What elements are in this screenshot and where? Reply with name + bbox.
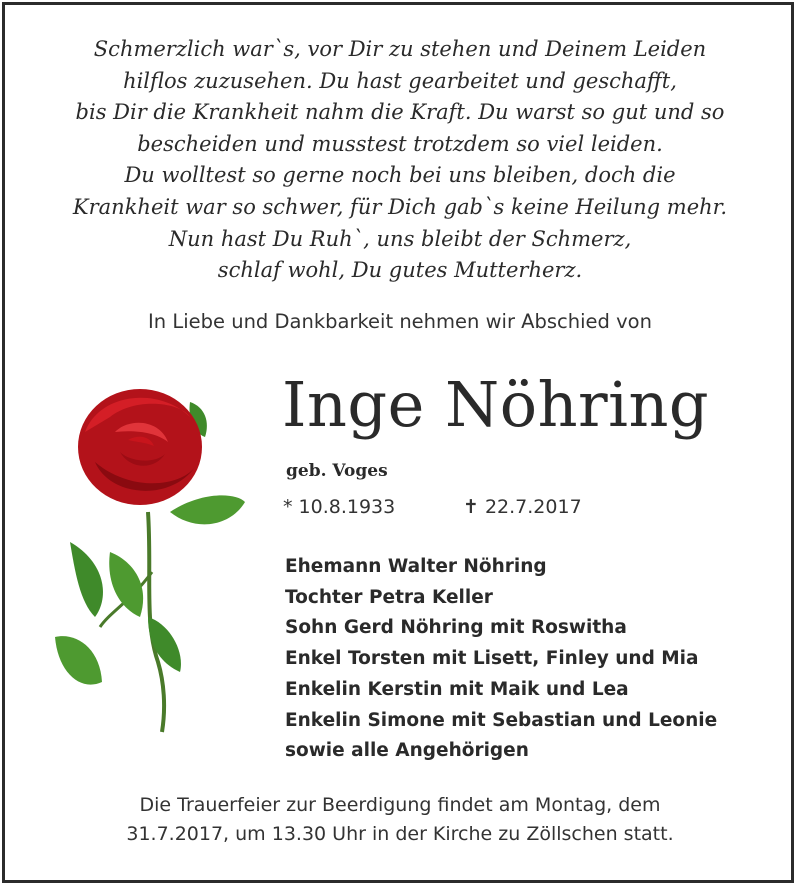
mourner: Enkelin Simone mit Sebastian und Leonie [285, 709, 718, 731]
death-date: ✝ 22.7.2017 [463, 496, 582, 518]
poem-line: Schmerzlich war`s, vor Dir zu stehen und Deinem Leiden [93, 37, 707, 61]
mourner: sowie alle Angehörigen [285, 740, 529, 762]
mourner: Sohn Gerd Nöhring mit Roswitha [285, 617, 627, 639]
mourners-list [285, 552, 717, 767]
farewell-intro: In Liebe und Dankbarkeit nehmen wir Abschied von [148, 310, 652, 333]
mourner: Enkelin Kerstin mit Maik und Lea [285, 678, 629, 700]
poem-line: hilflos zuzusehen. Du hast gearbeitet und geschafft, [123, 68, 677, 93]
poem-line: bis Dir die Krankheit nahm die Kraft. Du warst so gut und so [75, 100, 725, 125]
service-line: 31.7.2017, um 13.30 Uhr in der Kirche zu Zöllschen statt. [126, 823, 674, 845]
mourner: Tochter Petra Keller [285, 586, 493, 608]
mourner: Enkel Torsten mit Lisett, Finley und Mia [285, 648, 699, 670]
funeral-service-info [0, 791, 800, 849]
poem-line: bescheiden und musstest trotzdem so viel leiden. [137, 131, 663, 156]
life-dates [283, 496, 582, 518]
birth-name: geb. Voges [286, 461, 388, 481]
poem-line: Du wolltest so gerne noch bei uns bleiben, doch die [124, 163, 676, 188]
deceased-name: Inge Nöhring [282, 368, 710, 441]
poem [0, 34, 800, 287]
poem-line: Nun hast Du Ruh`, uns bleibt der Schmerz, [168, 226, 632, 251]
service-line: Die Trauerfeier zur Beerdigung findet am Montag, dem [139, 794, 661, 816]
poem-line: schlaf wohl, Du gutes Mutterherz. [217, 258, 583, 283]
poem-line: Krankheit war so schwer, für Dich gab`s keine Heilung mehr. [72, 194, 728, 219]
rose-illustration [40, 362, 260, 742]
birth-date: * 10.8.1933 [283, 496, 396, 518]
mourner: Ehemann Walter Nöhring [285, 556, 547, 577]
